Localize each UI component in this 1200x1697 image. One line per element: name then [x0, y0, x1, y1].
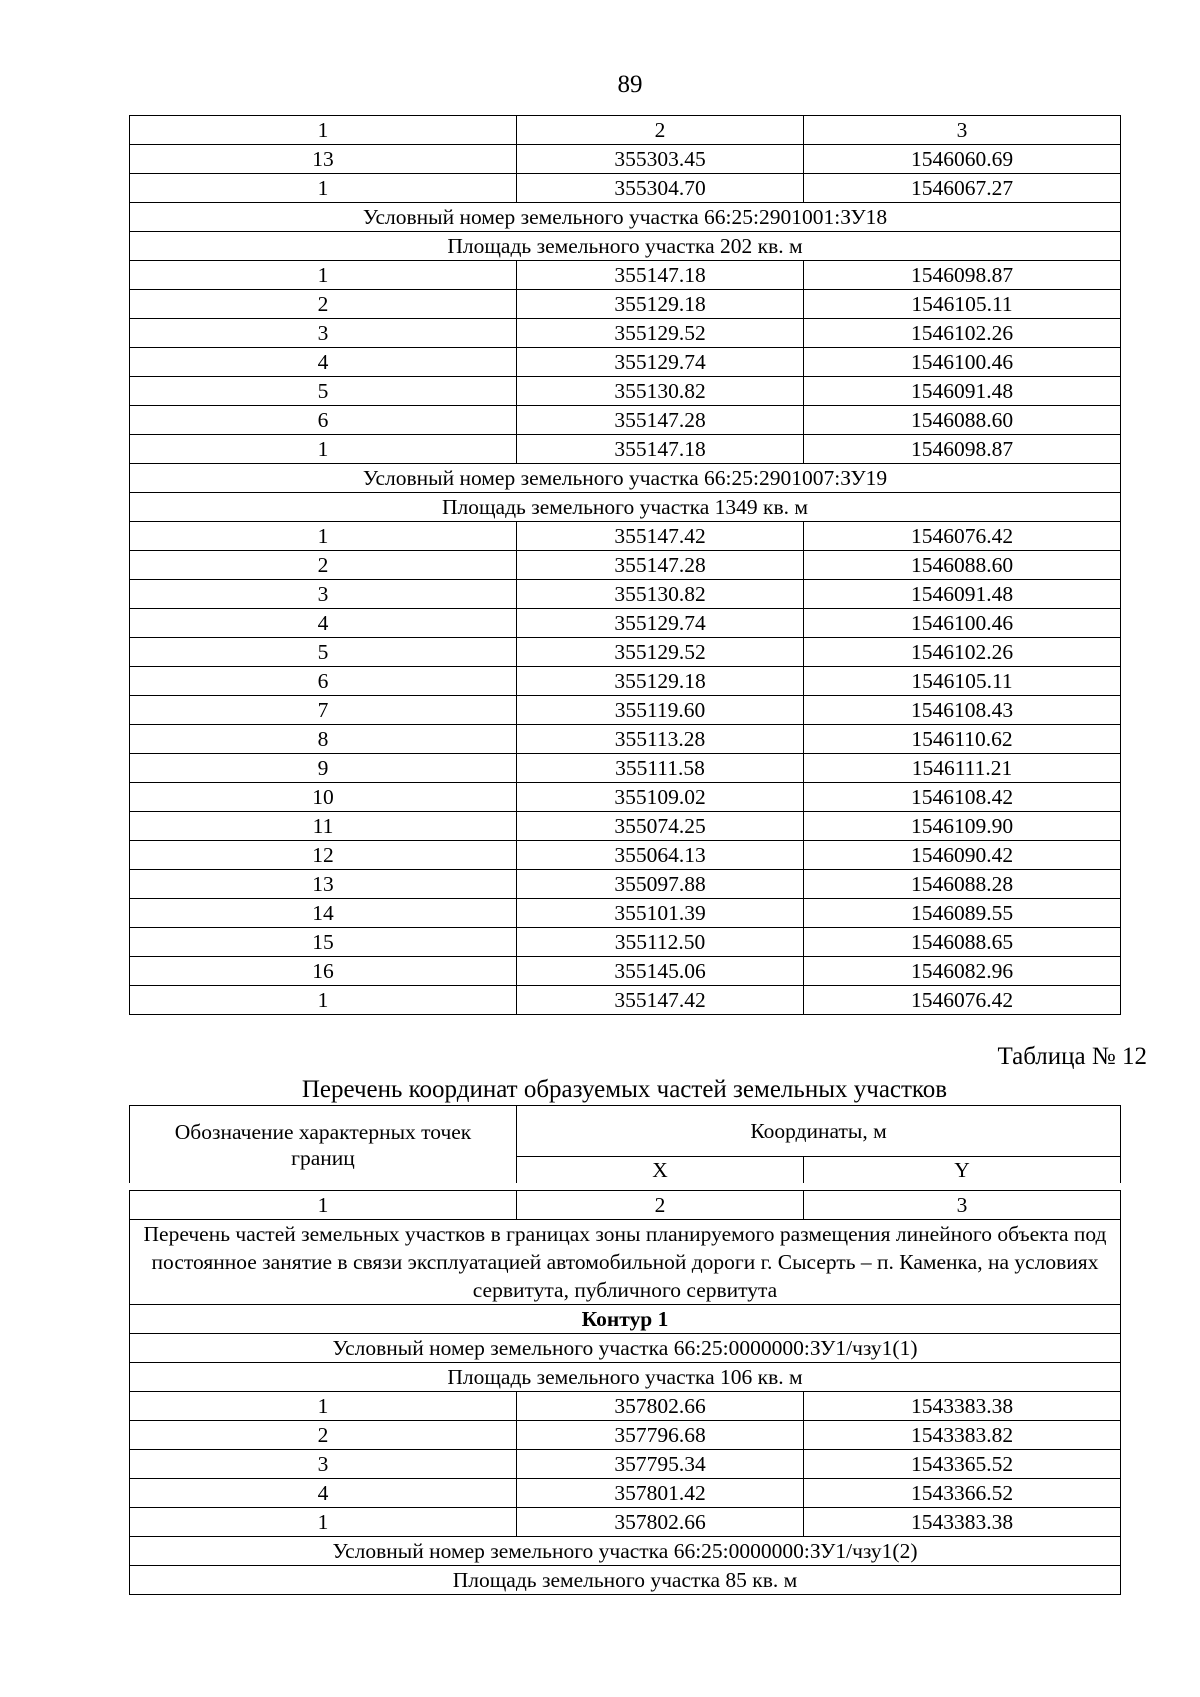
point-number-cell: 2 [130, 551, 517, 580]
point-number-cell: 14 [130, 899, 517, 928]
y-coordinate-cell: 1546098.87 [804, 261, 1121, 290]
point-number-cell: 2 [130, 290, 517, 319]
table-row [130, 1508, 1121, 1537]
page-number: 89 [617, 71, 643, 98]
table-row [130, 638, 1121, 667]
y-coordinate-cell: 1546089.55 [804, 899, 1121, 928]
x-coordinate-cell: 357802.66 [517, 1508, 804, 1537]
y-coordinate-cell: 1546109.90 [804, 812, 1121, 841]
x-coordinate-cell: 355119.60 [517, 696, 804, 725]
y-coordinate-cell: 1546088.65 [804, 928, 1121, 957]
point-number-cell: 7 [130, 696, 517, 725]
point-number-cell: 11 [130, 812, 517, 841]
table-row [130, 261, 1121, 290]
y-coordinate-cell: 1546091.48 [804, 377, 1121, 406]
table-row [130, 667, 1121, 696]
x-coordinate-cell: 355101.39 [517, 899, 804, 928]
y-coordinate-cell: 1546088.60 [804, 406, 1121, 435]
column-number-row [130, 1191, 1121, 1220]
y-coordinate-cell: 1543383.38 [804, 1392, 1121, 1421]
point-number-cell: 2 [130, 1421, 517, 1450]
table-row [130, 406, 1121, 435]
table-row [130, 145, 1121, 174]
point-number-cell: 1 [130, 1392, 517, 1421]
section-row [130, 1537, 1121, 1566]
section-label: Площадь земельного участка 85 кв. м [130, 1566, 1121, 1595]
header-y-label: Y [804, 1157, 1121, 1184]
x-coordinate-cell: 355109.02 [517, 783, 804, 812]
table-row [130, 348, 1121, 377]
x-coordinate-cell: 355111.58 [517, 754, 804, 783]
table-row [130, 986, 1121, 1015]
table-row [130, 783, 1121, 812]
point-number-cell: 1 [130, 522, 517, 551]
section-row [130, 232, 1121, 261]
x-coordinate-cell: 355145.06 [517, 957, 804, 986]
table-row [130, 609, 1121, 638]
section-label: Условный номер земельного участка 66:25:2901001:ЗУ18 [130, 203, 1121, 232]
y-coordinate-cell: 1546076.42 [804, 986, 1121, 1015]
section-label: Площадь земельного участка 1349 кв. м [130, 493, 1121, 522]
coordinates-table-continued [129, 115, 1121, 1015]
column-number-cell: 3 [804, 116, 1121, 145]
x-coordinate-cell: 355303.45 [517, 145, 804, 174]
section-row [130, 1220, 1121, 1305]
y-coordinate-cell: 1546098.87 [804, 435, 1121, 464]
table-number: Таблица № 12 [997, 1043, 1147, 1070]
y-coordinate-cell: 1546090.42 [804, 841, 1121, 870]
y-coordinate-cell: 1546060.69 [804, 145, 1121, 174]
y-coordinate-cell: 1546100.46 [804, 348, 1121, 377]
header-row [130, 1106, 1121, 1157]
y-coordinate-cell: 1546105.11 [804, 667, 1121, 696]
section-label: Перечень частей земельных участков в границах зоны планируемого размещения линейного объекта под постоянное занятие в связи эксплуатацией автомобильной дороги г. Сысерть – п. Каменка, на условиях сервитута, публичного сервитута [130, 1220, 1121, 1305]
y-coordinate-cell: 1546088.60 [804, 551, 1121, 580]
table-row [130, 290, 1121, 319]
section-label: Площадь земельного участка 106 кв. м [130, 1363, 1121, 1392]
y-coordinate-cell: 1546091.48 [804, 580, 1121, 609]
table-row [130, 841, 1121, 870]
point-number-cell: 1 [130, 261, 517, 290]
point-number-cell: 10 [130, 783, 517, 812]
column-number-cell: 3 [804, 1191, 1121, 1220]
table-row [130, 928, 1121, 957]
y-coordinate-cell: 1546088.28 [804, 870, 1121, 899]
y-coordinate-cell: 1546067.27 [804, 174, 1121, 203]
column-number-cell: 1 [130, 1191, 517, 1220]
x-coordinate-cell: 355147.18 [517, 261, 804, 290]
y-coordinate-cell: 1546110.62 [804, 725, 1121, 754]
point-number-cell: 6 [130, 406, 517, 435]
point-number-cell: 4 [130, 609, 517, 638]
x-coordinate-cell: 355112.50 [517, 928, 804, 957]
point-number-cell: 15 [130, 928, 517, 957]
x-coordinate-cell: 355147.42 [517, 522, 804, 551]
header-points-label: Обозначение характерных точек границ [130, 1106, 517, 1184]
x-coordinate-cell: 355130.82 [517, 377, 804, 406]
point-number-cell: 9 [130, 754, 517, 783]
table-row [130, 319, 1121, 348]
x-coordinate-cell: 355129.74 [517, 609, 804, 638]
header-x-label: X [517, 1157, 804, 1184]
point-number-cell: 1 [130, 1508, 517, 1537]
point-number-cell: 16 [130, 957, 517, 986]
y-coordinate-cell: 1546108.43 [804, 696, 1121, 725]
point-number-cell: 3 [130, 580, 517, 609]
table-row [130, 696, 1121, 725]
table-row [130, 551, 1121, 580]
x-coordinate-cell: 355304.70 [517, 174, 804, 203]
point-number-cell: 1 [130, 174, 517, 203]
x-coordinate-cell: 357802.66 [517, 1392, 804, 1421]
point-number-cell: 1 [130, 986, 517, 1015]
column-number-cell: 1 [130, 116, 517, 145]
table-row [130, 1392, 1121, 1421]
section-row [130, 203, 1121, 232]
table-row [130, 899, 1121, 928]
section-row [130, 1363, 1121, 1392]
x-coordinate-cell: 355129.18 [517, 290, 804, 319]
section-row [130, 464, 1121, 493]
table-row [130, 522, 1121, 551]
table-row [130, 1479, 1121, 1508]
point-number-cell: 5 [130, 638, 517, 667]
x-coordinate-cell: 355113.28 [517, 725, 804, 754]
y-coordinate-cell: 1546102.26 [804, 638, 1121, 667]
point-number-cell: 1 [130, 435, 517, 464]
table-row [130, 1421, 1121, 1450]
y-coordinate-cell: 1546111.21 [804, 754, 1121, 783]
x-coordinate-cell: 355130.82 [517, 580, 804, 609]
point-number-cell: 6 [130, 667, 517, 696]
y-coordinate-cell: 1546102.26 [804, 319, 1121, 348]
table-row [130, 377, 1121, 406]
table-row [130, 1450, 1121, 1479]
point-number-cell: 4 [130, 348, 517, 377]
x-coordinate-cell: 355064.13 [517, 841, 804, 870]
table-row [130, 812, 1121, 841]
x-coordinate-cell: 355129.18 [517, 667, 804, 696]
coordinates-table-header [129, 1105, 1121, 1183]
column-number-cell: 2 [517, 116, 804, 145]
y-coordinate-cell: 1543383.82 [804, 1421, 1121, 1450]
section-row [130, 493, 1121, 522]
x-coordinate-cell: 355097.88 [517, 870, 804, 899]
point-number-cell: 5 [130, 377, 517, 406]
y-coordinate-cell: 1546108.42 [804, 783, 1121, 812]
section-row [130, 1566, 1121, 1595]
table-caption: Перечень координат образуемых частей земельных участков [301, 1076, 948, 1103]
column-number-cell: 2 [517, 1191, 804, 1220]
table-row [130, 725, 1121, 754]
table-row [130, 174, 1121, 203]
y-coordinate-cell: 1546105.11 [804, 290, 1121, 319]
header-coords-label: Координаты, м [517, 1106, 1121, 1157]
section-label: Условный номер земельного участка 66:25:0000000:ЗУ1/чзу1(1) [130, 1334, 1121, 1363]
point-number-cell: 4 [130, 1479, 517, 1508]
x-coordinate-cell: 355129.74 [517, 348, 804, 377]
x-coordinate-cell: 355147.18 [517, 435, 804, 464]
section-label: Условный номер земельного участка 66:25:2901007:ЗУ19 [130, 464, 1121, 493]
y-coordinate-cell: 1543383.38 [804, 1508, 1121, 1537]
x-coordinate-cell: 357795.34 [517, 1450, 804, 1479]
section-label: Условный номер земельного участка 66:25:0000000:ЗУ1/чзу1(2) [130, 1537, 1121, 1566]
x-coordinate-cell: 355147.28 [517, 406, 804, 435]
point-number-cell: 12 [130, 841, 517, 870]
section-row [130, 1305, 1121, 1334]
table-row [130, 957, 1121, 986]
section-label: Площадь земельного участка 202 кв. м [130, 232, 1121, 261]
table-row [130, 870, 1121, 899]
point-number-cell: 8 [130, 725, 517, 754]
x-coordinate-cell: 355129.52 [517, 638, 804, 667]
point-number-cell: 3 [130, 319, 517, 348]
y-coordinate-cell: 1543366.52 [804, 1479, 1121, 1508]
table-row [130, 754, 1121, 783]
contour-label: Контур 1 [130, 1305, 1121, 1334]
y-coordinate-cell: 1546082.96 [804, 957, 1121, 986]
coordinates-table-parts [129, 1190, 1121, 1595]
x-coordinate-cell: 355074.25 [517, 812, 804, 841]
column-number-row [130, 116, 1121, 145]
y-coordinate-cell: 1546076.42 [804, 522, 1121, 551]
x-coordinate-cell: 357796.68 [517, 1421, 804, 1450]
point-number-cell: 13 [130, 145, 517, 174]
x-coordinate-cell: 357801.42 [517, 1479, 804, 1508]
y-coordinate-cell: 1543365.52 [804, 1450, 1121, 1479]
table-row [130, 435, 1121, 464]
y-coordinate-cell: 1546100.46 [804, 609, 1121, 638]
x-coordinate-cell: 355129.52 [517, 319, 804, 348]
point-number-cell: 3 [130, 1450, 517, 1479]
section-row [130, 1334, 1121, 1363]
x-coordinate-cell: 355147.28 [517, 551, 804, 580]
point-number-cell: 13 [130, 870, 517, 899]
x-coordinate-cell: 355147.42 [517, 986, 804, 1015]
table-row [130, 580, 1121, 609]
